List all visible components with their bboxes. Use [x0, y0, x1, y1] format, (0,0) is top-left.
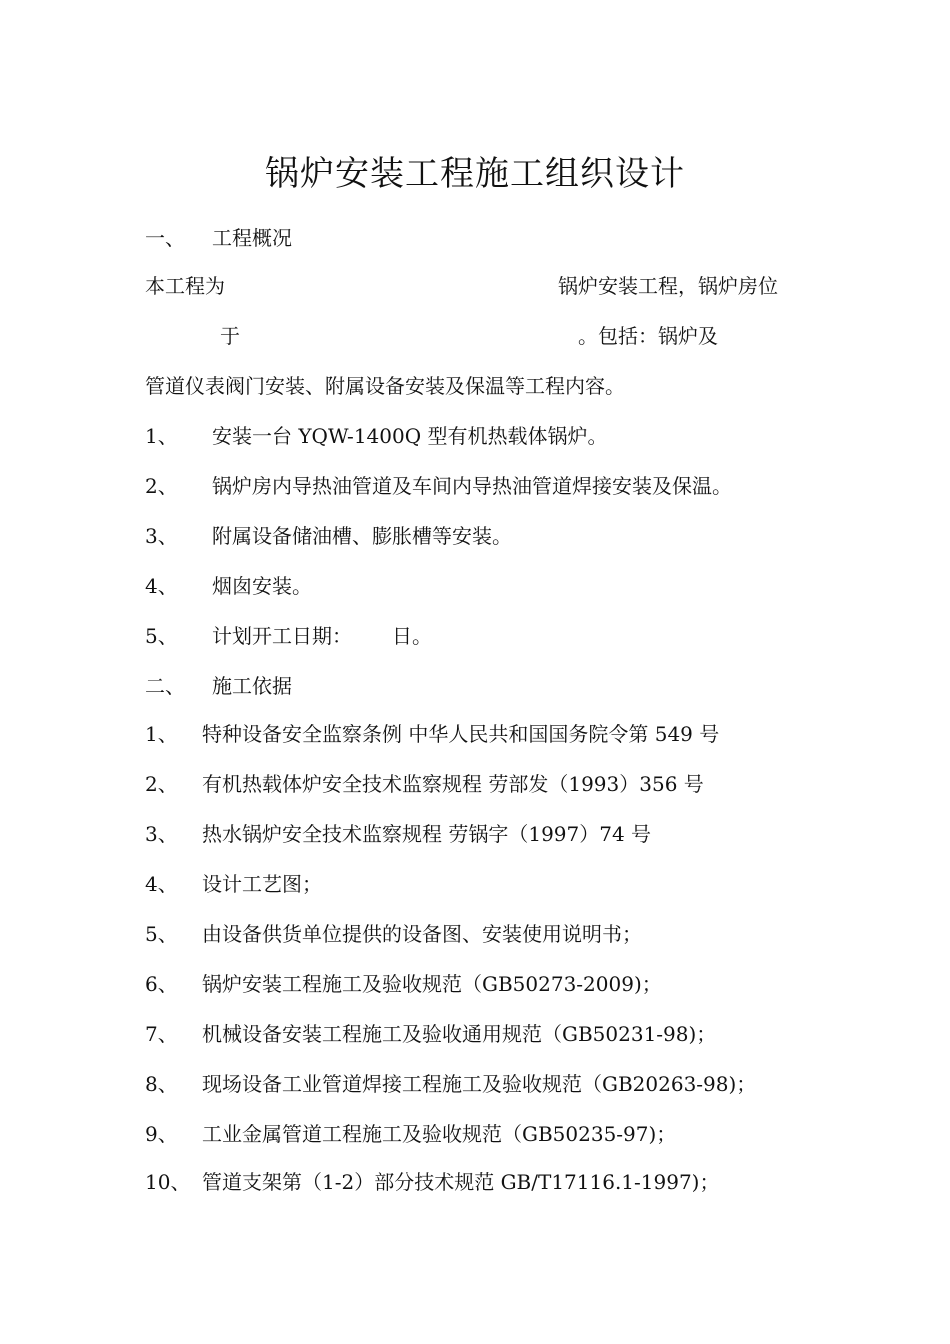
list-item-text: 附属设备储油槽、膨胀槽等安装。: [212, 524, 512, 548]
list-item-number: 8、: [145, 1072, 178, 1096]
section2-heading: 施工依据: [212, 674, 292, 698]
list-item-number: 4、: [145, 574, 178, 598]
list-item-number: 2、: [145, 772, 178, 796]
list-item-text: 热水锅炉安全技术监察规程 劳锅字（1997）74 号: [202, 822, 652, 846]
list-item-text: 机械设备安装工程施工及验收通用规范（GB50231-98)；: [202, 1022, 717, 1046]
intro-text-5: 管道仪表阀门安装、附属设备安装及保温等工程内容。: [145, 374, 625, 398]
list-item-text: 特种设备安全监察条例 中华人民共和国国务院令第 549 号: [202, 722, 720, 746]
list-item-number: 9、: [145, 1122, 178, 1146]
list-item-text: 锅炉安装工程施工及验收规范（GB50273-2009)；: [202, 972, 662, 996]
list-item-number: 5、: [145, 922, 178, 946]
list-item-text: 有机热载体炉安全技术监察规程 劳部发（1993）356 号: [202, 772, 704, 796]
intro-text-2: 锅炉安装工程，锅炉房位: [558, 274, 778, 298]
list-item-text: 锅炉房内导热油管道及车间内导热油管道焊接安装及保温。: [212, 474, 732, 498]
list-item-text: 管道支架第（1-2）部分技术规范 GB/T17116.1-1997)；: [202, 1170, 720, 1194]
section1-heading: 工程概况: [212, 226, 292, 250]
list-item-text: 烟囱安装。: [212, 574, 312, 598]
section2-number: 二、: [145, 674, 185, 698]
start-date-suffix: 日。: [392, 624, 432, 648]
list-item-text: 工业金属管道工程施工及验收规范（GB50235-97)；: [202, 1122, 677, 1146]
intro-text-3: 于: [220, 324, 240, 348]
list-item-number: 3、: [145, 822, 178, 846]
document-title: 锅炉安装工程施工组织设计: [265, 154, 685, 194]
list-item-number: 2、: [145, 474, 178, 498]
intro-text-4: 。包括：锅炉及: [578, 324, 718, 348]
list-item-text: 设计工艺图；: [202, 872, 322, 896]
list-item-number: 4、: [145, 872, 178, 896]
list-item-text: 现场设备工业管道焊接工程施工及验收规范（GB20263-98)；: [202, 1072, 757, 1096]
intro-text-1: 本工程为: [145, 274, 225, 298]
section1-number: 一、: [145, 226, 185, 250]
list-item-number: 5、: [145, 624, 178, 648]
list-item-text: 由设备供货单位提供的设备图、安装使用说明书；: [202, 922, 642, 946]
list-item-number: 6、: [145, 972, 178, 996]
list-item-text: 安装一台 YQW-1400Q 型有机热载体锅炉。: [212, 424, 608, 448]
list-item-number: 3、: [145, 524, 178, 548]
list-item-number: 1、: [145, 722, 178, 746]
list-item-number: 7、: [145, 1022, 178, 1046]
list-item-text: 计划开工日期：: [212, 624, 352, 648]
list-item-number: 10、: [145, 1170, 191, 1194]
list-item-number: 1、: [145, 424, 178, 448]
